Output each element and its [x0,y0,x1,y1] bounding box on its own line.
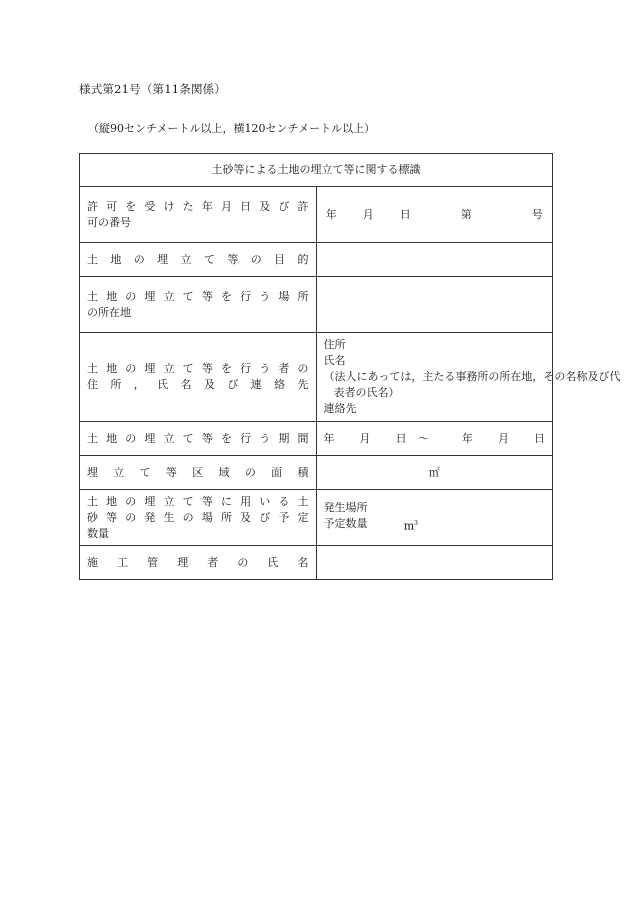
permit-label [80,187,317,243]
location-value [316,277,553,333]
permit-day: 日 [399,207,411,221]
permit-date-line [324,207,546,223]
operator-value [316,333,621,422]
operator-note-line2: 表者の氏名） [333,386,400,399]
permit-row [80,187,553,243]
location-label-line1: 土地の埋立て等を行う場所 [87,289,309,303]
period-year2: 年 [461,431,473,445]
size-note: （縦90センチメートル以上，横120センチメートル以上） [88,122,376,135]
sign-table [79,153,621,580]
permit-month: 月 [362,207,374,221]
purpose-label [80,243,317,277]
soil-label [80,490,317,546]
soil-quantity-line [324,516,546,535]
period-date-line [324,431,546,447]
soil-quantity: 予定数量 [323,517,368,531]
soil-row [80,490,553,546]
soil-unit-base: m [403,519,415,533]
purpose-value [316,243,553,277]
soil-label-line2: 砂等の発生の場所及び予定 [87,510,309,524]
period-label [80,422,317,456]
purpose-row [80,243,553,277]
operator-label-line2: 住所，氏名及び連絡先 [87,378,309,391]
period-tilde: ～ [418,431,430,445]
period-value [316,422,553,456]
location-label [80,277,317,333]
soil-label-line1: 土地の埋立て等に用いる土 [87,494,309,508]
operator-label-line1: 土地の埋立て等を行う者の [87,362,309,375]
operator-name: 氏名 [323,354,346,367]
manager-row [80,546,553,580]
manager-value [316,546,553,580]
manager-label [80,546,317,580]
operator-address: 住所 [323,338,346,351]
permit-value [316,187,553,243]
permit-label-line1: 許可を受けた年月日及び許 [87,199,309,213]
purpose-label-text: 土地の埋立て等の目的 [87,252,309,266]
operator-label [80,333,317,422]
manager-label-text: 施工管理者の氏名 [87,555,309,569]
permit-go: 号 [531,207,543,221]
permit-dai: 第 [460,207,472,221]
period-row [80,422,553,456]
area-value [316,456,553,490]
period-label-text: 土地の埋立て等を行う期間 [87,431,309,445]
area-unit: ㎡ [428,465,440,479]
operator-note-line1: （法人にあっては，主たる事務所の所在地，その名称及び代 [323,370,621,383]
soil-label-line3: 数量 [87,526,109,540]
permit-label-line2: 可の番号 [87,215,131,229]
table-title-row [80,154,553,187]
area-label [80,456,317,490]
operator-row [80,333,553,422]
period-month1: 月 [359,431,371,445]
location-label-line2: の所在地 [87,305,131,319]
soil-value [316,490,553,546]
soil-origin: 発生場所 [323,501,368,515]
permit-year: 年 [325,207,337,221]
form-number: 様式第21号（第11条関係） [79,82,227,96]
area-row [80,456,553,490]
area-label-text: 埋立て等区域の面積 [87,465,309,479]
operator-contact: 連絡先 [323,402,357,415]
location-row [80,277,553,333]
period-day1: 日 [395,431,407,445]
soil-unit-exp: 3 [414,520,418,528]
period-day2: 日 [534,431,545,445]
period-year1: 年 [323,431,335,445]
period-month2: 月 [497,431,509,445]
soil-unit [404,516,418,535]
table-title: 土砂等による土地の埋立て等に関する標識 [80,154,553,187]
